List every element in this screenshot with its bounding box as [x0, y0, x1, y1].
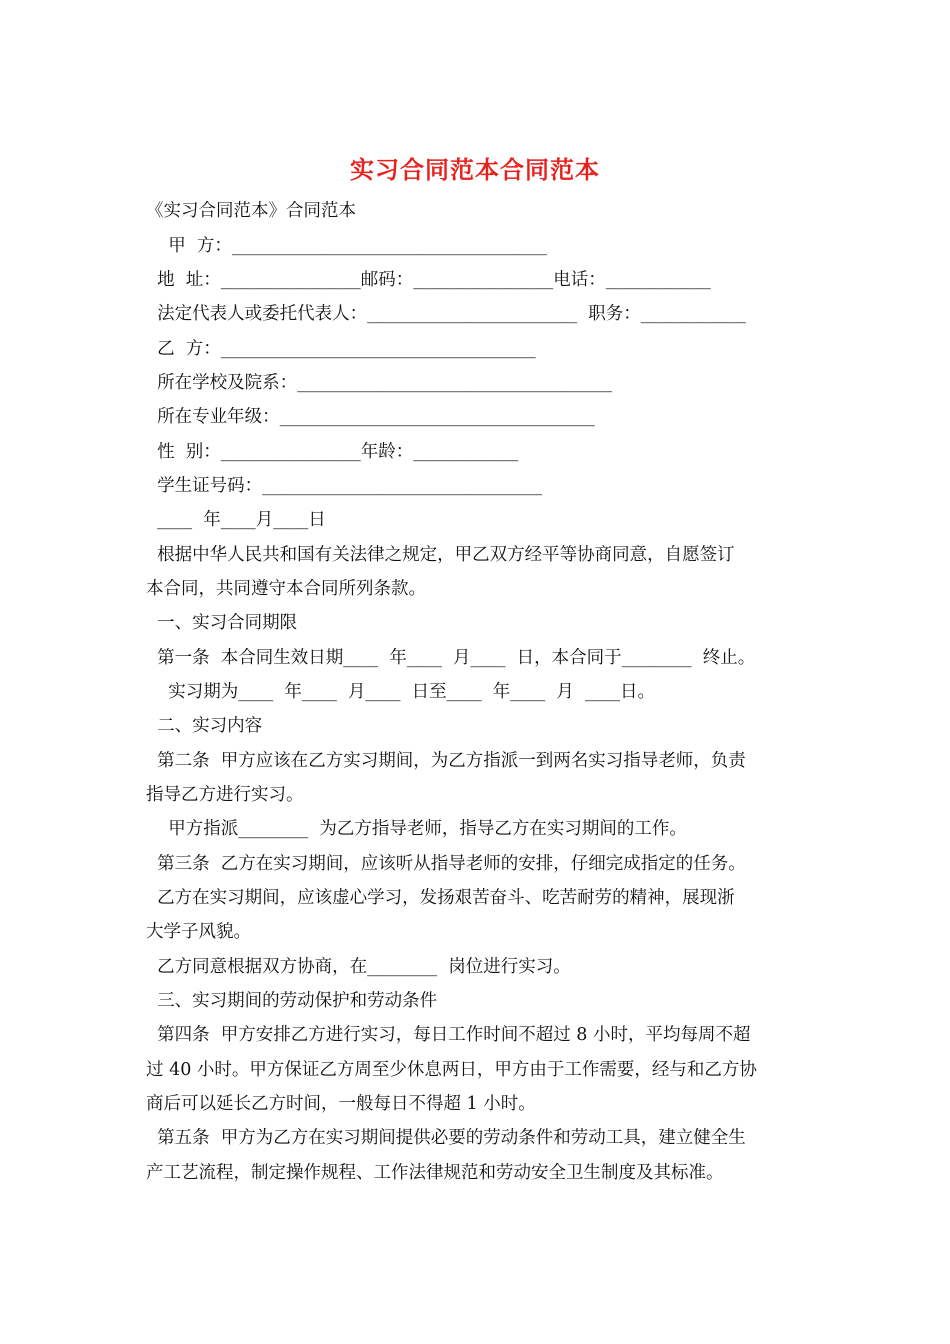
clause-line: 大学子风貌。 [146, 922, 251, 942]
clause-line: 实习期为____ 年____ 月____ 日至____ 年____ 月 ____日。 [146, 682, 656, 702]
student-id-line: 学生证号码：________________________________ [146, 476, 543, 496]
clause-line: 第五条 甲方为乙方在实习期间提供必要的劳动条件和劳动工具，建立健全生 [146, 1128, 746, 1148]
clause-line: 第四条 甲方安排乙方进行实习，每日工作时间不超过 8 小时，平均每周不超 [146, 1025, 751, 1045]
address-line: 地 址：________________邮码：________________电话：____________ [146, 270, 711, 290]
clause-line: 商后可以延长乙方时间，一般每日不得超 1 小时。 [146, 1094, 536, 1114]
representative-line: 法定代表人或委托代表人：________________________ 职务：____________ [146, 304, 746, 324]
clause-line: 乙方同意根据双方协商，在________ 岗位进行实习。 [146, 957, 571, 977]
section-heading: 三、实习期间的劳动保护和劳动条件 [146, 991, 438, 1011]
clause-line: 甲方指派________ 为乙方指导老师，指导乙方在实习期间的工作。 [146, 819, 687, 839]
clause-line: 过 40 小时。甲方保证乙方周至少休息两日，甲方由于工作需要，经与和乙方协 [146, 1060, 757, 1080]
major-line: 所在专业年级：____________________________________ [146, 407, 595, 427]
paragraph-line: 本合同，共同遵守本合同所列条款。 [146, 579, 426, 599]
section-heading: 二、实习内容 [146, 716, 263, 736]
clause-line: 产工艺流程，制定操作规程、工作法律规范和劳动安全卫生制度及其标准。 [146, 1163, 724, 1183]
party-a-line: 甲 方：____________________________________ [146, 236, 547, 256]
section-heading: 一、实习合同期限 [146, 613, 298, 633]
school-line: 所在学校及院系：____________________________________ [146, 373, 613, 393]
gender-age-line: 性 别：________________年龄：____________ [146, 442, 519, 462]
clause-line: 乙方在实习期间，应该虚心学习，发扬艰苦奋斗、吃苦耐劳的精神，展现浙 [146, 888, 735, 908]
clause-line: 指导乙方进行实习。 [146, 785, 304, 805]
party-b-line: 乙 方：____________________________________ [146, 339, 536, 359]
date-line: ____ 年____月____日 [146, 510, 326, 530]
paragraph-line: 根据中华人民共和国有关法律之规定，甲乙双方经平等协商同意，自愿签订 [146, 545, 735, 565]
document-title: 实习合同范本合同范本 [350, 155, 600, 184]
clause-line: 第二条 甲方应该在乙方实习期间，为乙方指派一到两名实习指导老师，负责 [146, 751, 746, 771]
clause-line: 第一条 本合同生效日期____ 年____ 月____ 日，本合同于________ 终止。 [146, 648, 756, 668]
clause-line: 第三条 乙方在实习期间，应该听从指导老师的安排，仔细完成指定的任务。 [146, 854, 746, 874]
subtitle-line: 《实习合同范本》合同范本 [146, 201, 356, 221]
